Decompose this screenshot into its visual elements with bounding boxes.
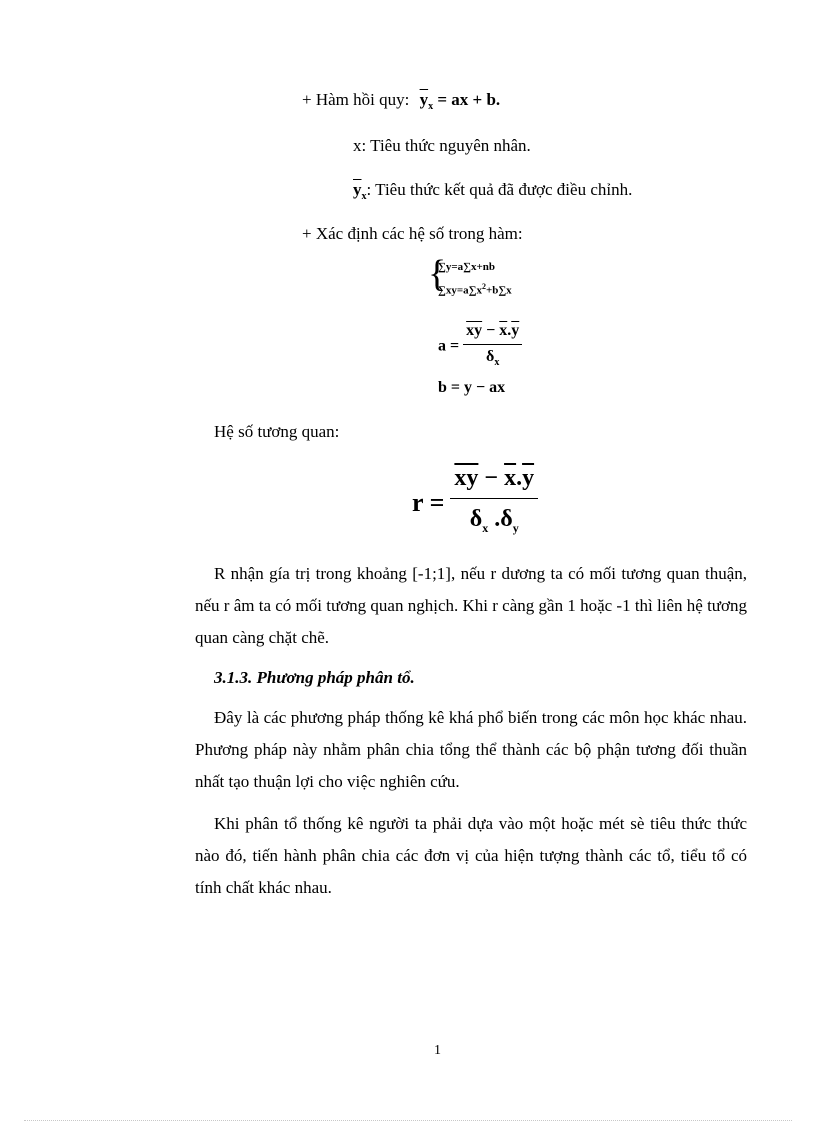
- r-range-paragraph: [195, 558, 747, 654]
- regression-line: [302, 90, 500, 117]
- y-bar-symbol: $\overline{y}$: [419, 90, 429, 109]
- grouping-detail-paragraph: [195, 808, 747, 904]
- a-num-y: $\overline{y}$: [511, 322, 520, 339]
- correlation-label: Hệ số tương quan:: [214, 422, 340, 441]
- y-desc-subscript: x: [361, 191, 367, 202]
- page-number: 1: [434, 1043, 441, 1058]
- a-num-x: $\overline{x}$: [499, 322, 508, 339]
- a-lhs: a =: [438, 337, 460, 355]
- r-den-delta-x: δ: [469, 506, 483, 532]
- a-fraction: [463, 318, 522, 375]
- r-formula: [412, 458, 538, 548]
- a-denominator: [463, 345, 522, 375]
- a-num-xy: $\overline{xy}$: [466, 322, 483, 339]
- x-description: x: Tiêu thức nguyên nhân.: [353, 136, 531, 155]
- r-num-xy: $\overline{xy}$: [454, 465, 479, 491]
- y-subscript: x: [428, 101, 434, 112]
- grouping-intro-paragraph: [195, 702, 747, 798]
- system-eq2-exponent: 2: [481, 282, 486, 291]
- a-num-dot: .: [507, 322, 512, 339]
- system-brace: {: [428, 253, 447, 295]
- regression-formula: [419, 90, 501, 112]
- y-description: [353, 180, 632, 207]
- r-num-y: $\overline{y}$: [522, 465, 535, 491]
- r-den-sub-x: x: [482, 521, 489, 535]
- y-desc-text: : Tiêu thức kết quả đã được điều chỉnh.: [366, 180, 633, 199]
- a-formula: [438, 318, 522, 375]
- r-numerator: [450, 458, 538, 499]
- grouping-detail-text: Khi phân tổ thống kê người ta phải dựa vào một hoặc mét sè tiêu thức thức nào đó, tiến hành phân chia các đơn vị của hiện tượng thành các tổ, tiểu tổ có tính chất khác nhau.: [195, 814, 747, 897]
- a-numerator: [463, 318, 522, 345]
- a-den-delta: δ: [486, 348, 495, 365]
- regression-label: + Hàm hồi quy:: [302, 90, 410, 109]
- section-heading: 3.1.3. Phương pháp phân tổ.: [214, 668, 415, 687]
- b-formula: b = y − ax: [438, 379, 506, 396]
- r-num-x: $\overline{x}$: [504, 465, 517, 491]
- system-equation-1: ∑y=a∑x+nb: [438, 261, 495, 273]
- a-num-minus: −: [482, 322, 500, 339]
- r-num-minus: −: [478, 465, 505, 491]
- r-den-dot: .: [488, 506, 501, 532]
- grouping-intro-text: Đây là các phương pháp thống kê khá phổ biến trong các môn học khác nhau. Phương pháp này nhằm phân chia tổng thể thành các bộ phận tương đối thuần nhất tạo thuận lợi cho việc nghiên cứu.: [195, 708, 747, 791]
- y-desc-symbol: $\overline{y}$: [353, 180, 362, 199]
- page-bottom-divider: [24, 1120, 792, 1121]
- regression-rhs: = ax + b.: [437, 90, 501, 109]
- r-denominator: [450, 499, 538, 548]
- r-lhs: r =: [412, 488, 445, 517]
- r-range-text: R nhận gía trị trong khoảng [-1;1], nếu r dương ta có mối tương quan thuận, nếu r âm ta có mối tương quan nghịch. Khi r càng gần 1 hoặc -1 thì liên hệ tương quan càng chặt chẽ.: [195, 564, 747, 647]
- system-eq2-right: +b∑x: [485, 284, 512, 297]
- r-fraction: [450, 458, 538, 548]
- system-eq2-left: ∑xy=a∑x: [438, 284, 482, 297]
- a-den-sub: x: [494, 357, 500, 368]
- r-den-sub-y: y: [512, 521, 519, 535]
- system-equation-2: [438, 280, 512, 298]
- r-num-dot: .: [516, 465, 523, 491]
- coefficients-label: + Xác định các hệ số trong hàm:: [302, 224, 523, 243]
- r-den-delta-y: δ: [500, 506, 513, 532]
